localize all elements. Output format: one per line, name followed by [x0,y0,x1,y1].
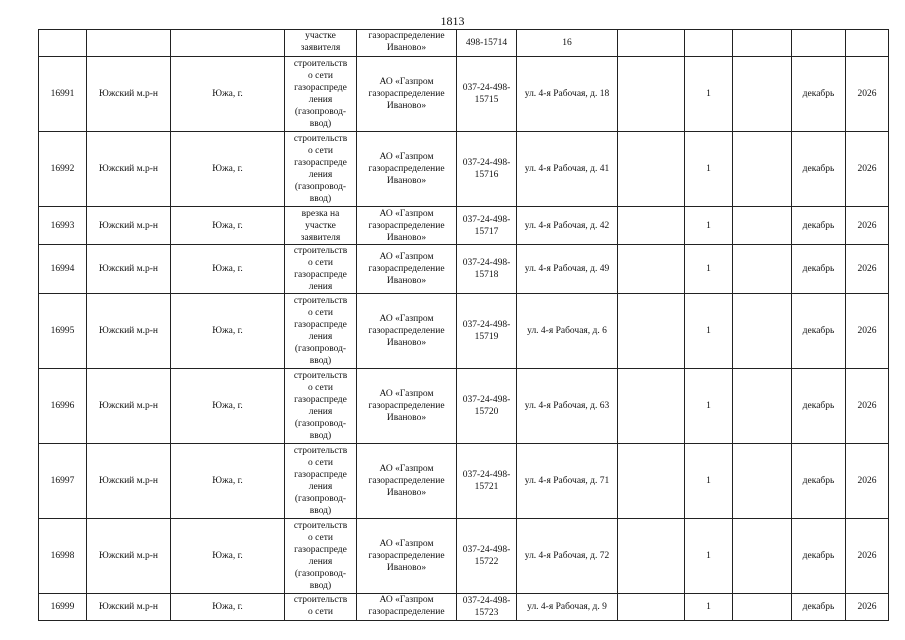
work-type-line: газораспреде [294,320,347,330]
cell-id [39,30,87,57]
cell-month: декабрь [792,207,846,245]
cell-code: 037-24-498-15716 [457,132,517,207]
cell-quantity: 1 [685,369,733,444]
cell-code: 037-24-498-15722 [457,519,517,594]
work-type-line: строительств [293,246,348,256]
work-type-line: строительств [293,521,348,531]
table-row [39,594,889,621]
cell-month: декабрь [792,594,846,621]
table-row [39,444,889,519]
cell-address: ул. 4-я Рабочая, д. 18 [517,57,618,132]
work-type-line: газораспреде [294,83,347,93]
table-row [39,369,889,444]
work-type-line: ления [308,482,333,492]
cell-district: Южский м.р-н [87,294,171,369]
cell-empty [733,594,792,621]
cell-code: 037-24-498-15721 [457,444,517,519]
cell-city: Южа, г. [171,57,285,132]
cell-year: 2026 [846,294,889,369]
cell-id: 16999 [39,594,87,621]
cell-quantity: 1 [685,294,733,369]
work-type-line: врезка на [301,208,340,219]
work-type-line: (газопровод- [294,569,347,579]
cell-work-type [285,132,357,207]
work-type-line: ввод) [309,356,332,366]
work-type-line: газораспреде [294,545,347,555]
cell-work-type [285,594,357,621]
work-type-line: о сети [308,458,333,468]
cell-code: 037-24-498-15715 [457,57,517,132]
cell-month: декабрь [792,245,846,294]
cell-quantity: 1 [685,57,733,132]
cell-year: 2026 [846,369,889,444]
table-row [39,519,889,594]
cell-empty [618,30,685,57]
table-row [39,294,889,369]
cell-empty [618,132,685,207]
cell-address: ул. 4-я Рабочая, д. 41 [517,132,618,207]
cell-year: 2026 [846,57,889,132]
cell-city: Южа, г. [171,132,285,207]
cell-organization: АО «Газпром газораспределение Иваново» [357,444,457,519]
cell-organization: АО «Газпром газораспределение Иваново» [357,132,457,207]
work-type-line: строительств [293,134,348,144]
cell-id: 16996 [39,369,87,444]
cell-id: 16993 [39,207,87,245]
cell-quantity: 1 [685,444,733,519]
table-row [39,245,889,294]
cell-organization: АО «Газпром газораспределение Иваново» [357,245,457,294]
work-type-line: газораспреде [294,158,347,168]
work-type-line: о сети [308,533,333,543]
table-row [39,132,889,207]
cell-empty [733,294,792,369]
cell-city: Южа, г. [171,369,285,444]
cell-code: 037-24-498-15718 [457,245,517,294]
work-type-line: ления [308,332,333,342]
cell-empty [618,57,685,132]
cell-quantity: 1 [685,245,733,294]
cell-code: 037-24-498-15719 [457,294,517,369]
cell-address: ул. 4-я Рабочая, д. 71 [517,444,618,519]
cell-month: декабрь [792,132,846,207]
cell-month: декабрь [792,369,846,444]
work-type-line: (газопровод- [294,107,347,117]
work-type-line: ления [308,170,333,180]
work-type-line: ввод) [309,581,332,591]
cell-city: Южа, г. [171,245,285,294]
work-type-line: газораспреде [294,270,347,280]
cell-district: Южский м.р-н [87,444,171,519]
cell-id: 16995 [39,294,87,369]
cell-organization: АО «Газпром газораспределение Иваново» [357,57,457,132]
cell-city: Южа, г. [171,294,285,369]
cell-year: 2026 [846,207,889,245]
cell-organization: газораспределение Иваново» [357,30,457,57]
cell-empty [733,207,792,245]
work-type-line: (газопровод- [294,419,347,429]
cell-empty [618,207,685,245]
cell-empty [733,245,792,294]
cell-code: 498-15714 [457,30,517,57]
cell-empty [733,57,792,132]
cell-empty [618,294,685,369]
work-type-line: ления [308,407,333,417]
cell-address: ул. 4-я Рабочая, д. 63 [517,369,618,444]
work-type-line: участке [305,220,336,231]
work-type-line: ления [308,557,333,567]
cell-address: 16 [517,30,618,57]
cell-city: Южа, г. [171,594,285,621]
cell-city: Южа, г. [171,519,285,594]
work-type-line: строительств [293,371,348,381]
cell-quantity: 1 [685,207,733,245]
cell-work-type [285,444,357,519]
work-type-line: (газопровод- [294,182,347,192]
cell-organization: АО «Газпром газораспределение [357,594,457,621]
cell-id: 16992 [39,132,87,207]
work-type-line: газораспреде [294,395,347,405]
quantity-box [685,30,733,57]
work-type-line: (газопровод- [294,494,347,504]
work-type-line: строительств [293,446,348,456]
work-type-line: о сети [308,71,333,81]
work-type-line: заявителя [300,43,341,53]
cell-district [87,30,171,57]
cell-district: Южский м.р-н [87,369,171,444]
work-type-line: (газопровод- [294,344,347,354]
cell-address: ул. 4-я Рабочая, д. 9 [517,594,618,621]
table-row [39,57,889,132]
cell-empty [733,519,792,594]
cell-id: 16997 [39,444,87,519]
cell-address: ул. 4-я Рабочая, д. 49 [517,245,618,294]
work-type-line: строительств [293,59,348,69]
cell-quantity [685,30,733,57]
cell-quantity: 1 [685,594,733,621]
cell-district: Южский м.р-н [87,245,171,294]
cell-year: 2026 [846,444,889,519]
cell-work-type [285,207,357,245]
cell-address: ул. 4-я Рабочая, д. 72 [517,519,618,594]
work-type-line: строительств [293,296,348,306]
cell-month: декабрь [792,57,846,132]
cell-year: 2026 [846,245,889,294]
cell-code: 037-24-498-15717 [457,207,517,245]
cell-district: Южский м.р-н [87,57,171,132]
cell-year [846,30,889,57]
cell-work-type [285,519,357,594]
cell-month: декабрь [792,294,846,369]
cell-city [171,30,285,57]
cell-city: Южа, г. [171,207,285,245]
cell-district: Южский м.р-н [87,207,171,245]
cell-empty [733,369,792,444]
cell-empty [733,444,792,519]
cell-empty [618,444,685,519]
table-row-partial [39,30,889,57]
cell-district: Южский м.р-н [87,519,171,594]
work-type-line: ввод) [309,506,332,516]
cell-district: Южский м.р-н [87,594,171,621]
cell-work-type [285,30,357,57]
cell-work-type [285,294,357,369]
page-number: 1813 [440,14,465,28]
cell-work-type [285,245,357,294]
cell-empty [618,369,685,444]
cell-organization: АО «Газпром газораспределение Иваново» [357,207,457,245]
cell-empty [733,30,792,57]
work-type-line: о сети [308,308,333,318]
cell-empty [733,132,792,207]
table-body [39,30,889,621]
work-type-line: участке [305,31,336,41]
cell-month: декабрь [792,519,846,594]
work-type-line: строительств [293,595,348,605]
gas-connection-table [38,29,889,621]
work-type-line: ввод) [309,194,332,204]
cell-year: 2026 [846,594,889,621]
work-type-line: ления [308,95,333,105]
work-type-line: о сети [308,383,333,393]
work-type-line: газораспреде [294,470,347,480]
cell-empty [618,245,685,294]
table-row [39,207,889,245]
cell-id: 16994 [39,245,87,294]
work-type-line: ввод) [309,119,332,129]
cell-organization: АО «Газпром газораспределение Иваново» [357,369,457,444]
work-type-line: заявителя [300,232,341,243]
cell-work-type [285,369,357,444]
cell-organization: АО «Газпром газораспределение Иваново» [357,519,457,594]
cell-code: 037-24-498-15720 [457,369,517,444]
work-type-line: о сети [308,258,333,268]
cell-city: Южа, г. [171,444,285,519]
cell-district: Южский м.р-н [87,132,171,207]
cell-empty [618,519,685,594]
cell-month: декабрь [792,444,846,519]
work-type-line: о сети [308,146,333,156]
cell-organization: АО «Газпром газораспределение Иваново» [357,294,457,369]
work-type-line: ввод) [309,431,332,441]
cell-year: 2026 [846,132,889,207]
cell-address: ул. 4-я Рабочая, д. 42 [517,207,618,245]
cell-quantity: 1 [685,132,733,207]
cell-id: 16991 [39,57,87,132]
cell-code: 037-24-498-15723 [457,594,517,621]
cell-month [792,30,846,57]
cell-id: 16998 [39,519,87,594]
cell-address: ул. 4-я Рабочая, д. 6 [517,294,618,369]
cell-work-type [285,57,357,132]
cell-empty [618,594,685,621]
work-type-line: ления [308,282,333,292]
cell-year: 2026 [846,519,889,594]
work-type-line: о сети [308,607,333,617]
cell-quantity: 1 [685,519,733,594]
